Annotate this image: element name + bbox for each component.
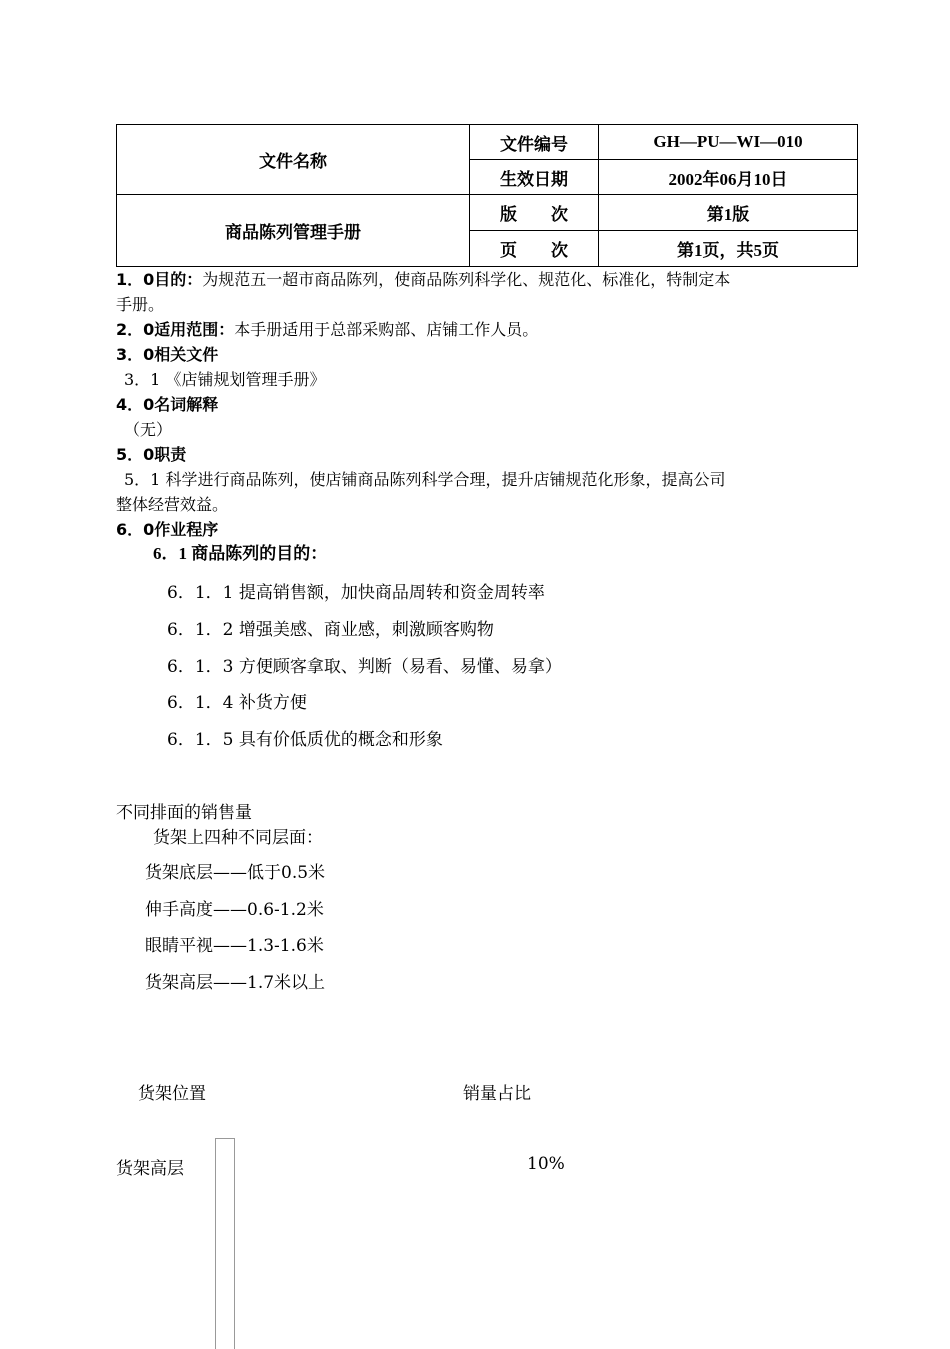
- file-number-label: 文件编号: [470, 125, 599, 160]
- section-5-text-cont: 整体经营效益。: [116, 495, 229, 514]
- section-1-heading: 1．0目的：: [116, 270, 203, 289]
- effective-date-value: 2002年06月10日: [599, 160, 858, 195]
- column-header-position: 货架位置: [138, 1084, 206, 1104]
- shelf-level: 眼睛平视——1.3-1.6米: [145, 936, 324, 956]
- shelf-row-label: 货架高层: [116, 1159, 184, 1179]
- section-1-line: [116, 268, 730, 292]
- section-2-line: [116, 318, 538, 342]
- version-value: 第1版: [599, 195, 858, 231]
- purpose-item: 6．1．5 具有价低质优的概念和形象: [167, 730, 443, 750]
- section-5-text: 5．1 科学进行商品陈列，使店铺商品陈列科学合理，提升店铺规范化形象，提高公司: [124, 470, 726, 489]
- effective-date-label: 生效日期: [470, 160, 599, 195]
- section-2-heading: 2．0适用范围：: [116, 320, 235, 339]
- purpose-item: 6．1．1 提高销售额，加快商品周转和资金周转率: [167, 583, 545, 603]
- version-label: 版 次: [470, 195, 599, 231]
- section-3-heading: 3．0相关文件: [116, 345, 219, 364]
- document-name: 商品陈列管理手册: [117, 195, 470, 267]
- shelf-level: 伸手高度——0.6-1.2米: [145, 900, 324, 920]
- section-2-text: 本手册适用于总部采购部、店铺工作人员。: [234, 320, 539, 339]
- page-value: 第1页，共5页: [599, 231, 858, 267]
- shelf-row-value: 10%: [527, 1154, 565, 1174]
- shelf-level: 货架高层——1.7米以上: [145, 973, 326, 993]
- document-header-table: [116, 124, 858, 267]
- section-6-heading: 6．0作业程序: [116, 520, 219, 539]
- file-name-label: 文件名称: [117, 125, 470, 195]
- section-1-text-cont: 手册。: [116, 295, 165, 314]
- purpose-item: 6．1．3 方便顾客拿取、判断（易看、易懂、易拿）: [167, 657, 562, 677]
- section-1-text: 为规范五一超市商品陈列，使商品陈列科学化、规范化、标准化，特制定本: [202, 270, 731, 289]
- shelf-intro: 货架上四种不同层面：: [153, 828, 323, 848]
- shelf-section-title: 不同排面的销售量: [116, 803, 252, 823]
- section-4-item: （无）: [124, 420, 173, 439]
- purpose-item: 6．1．4 补货方便: [167, 693, 307, 713]
- section-5-heading: 5．0职责: [116, 445, 187, 464]
- shelf-level: 货架底层——低于0.5米: [145, 863, 326, 883]
- file-number-value: GH—PU—WI—010: [599, 125, 858, 160]
- column-header-share: 销量占比: [463, 1084, 531, 1104]
- page-label: 页 次: [470, 231, 599, 267]
- shelf-diagram-bar: [215, 1138, 235, 1349]
- section-4-heading: 4．0名词解释: [116, 395, 219, 414]
- section-6-subheading: 6．1 商品陈列的目的：: [153, 544, 328, 563]
- purpose-item: 6．1．2 增强美感、商业感，刺激顾客购物: [167, 620, 494, 640]
- section-3-item: 3．1 《店铺规划管理手册》: [124, 370, 326, 389]
